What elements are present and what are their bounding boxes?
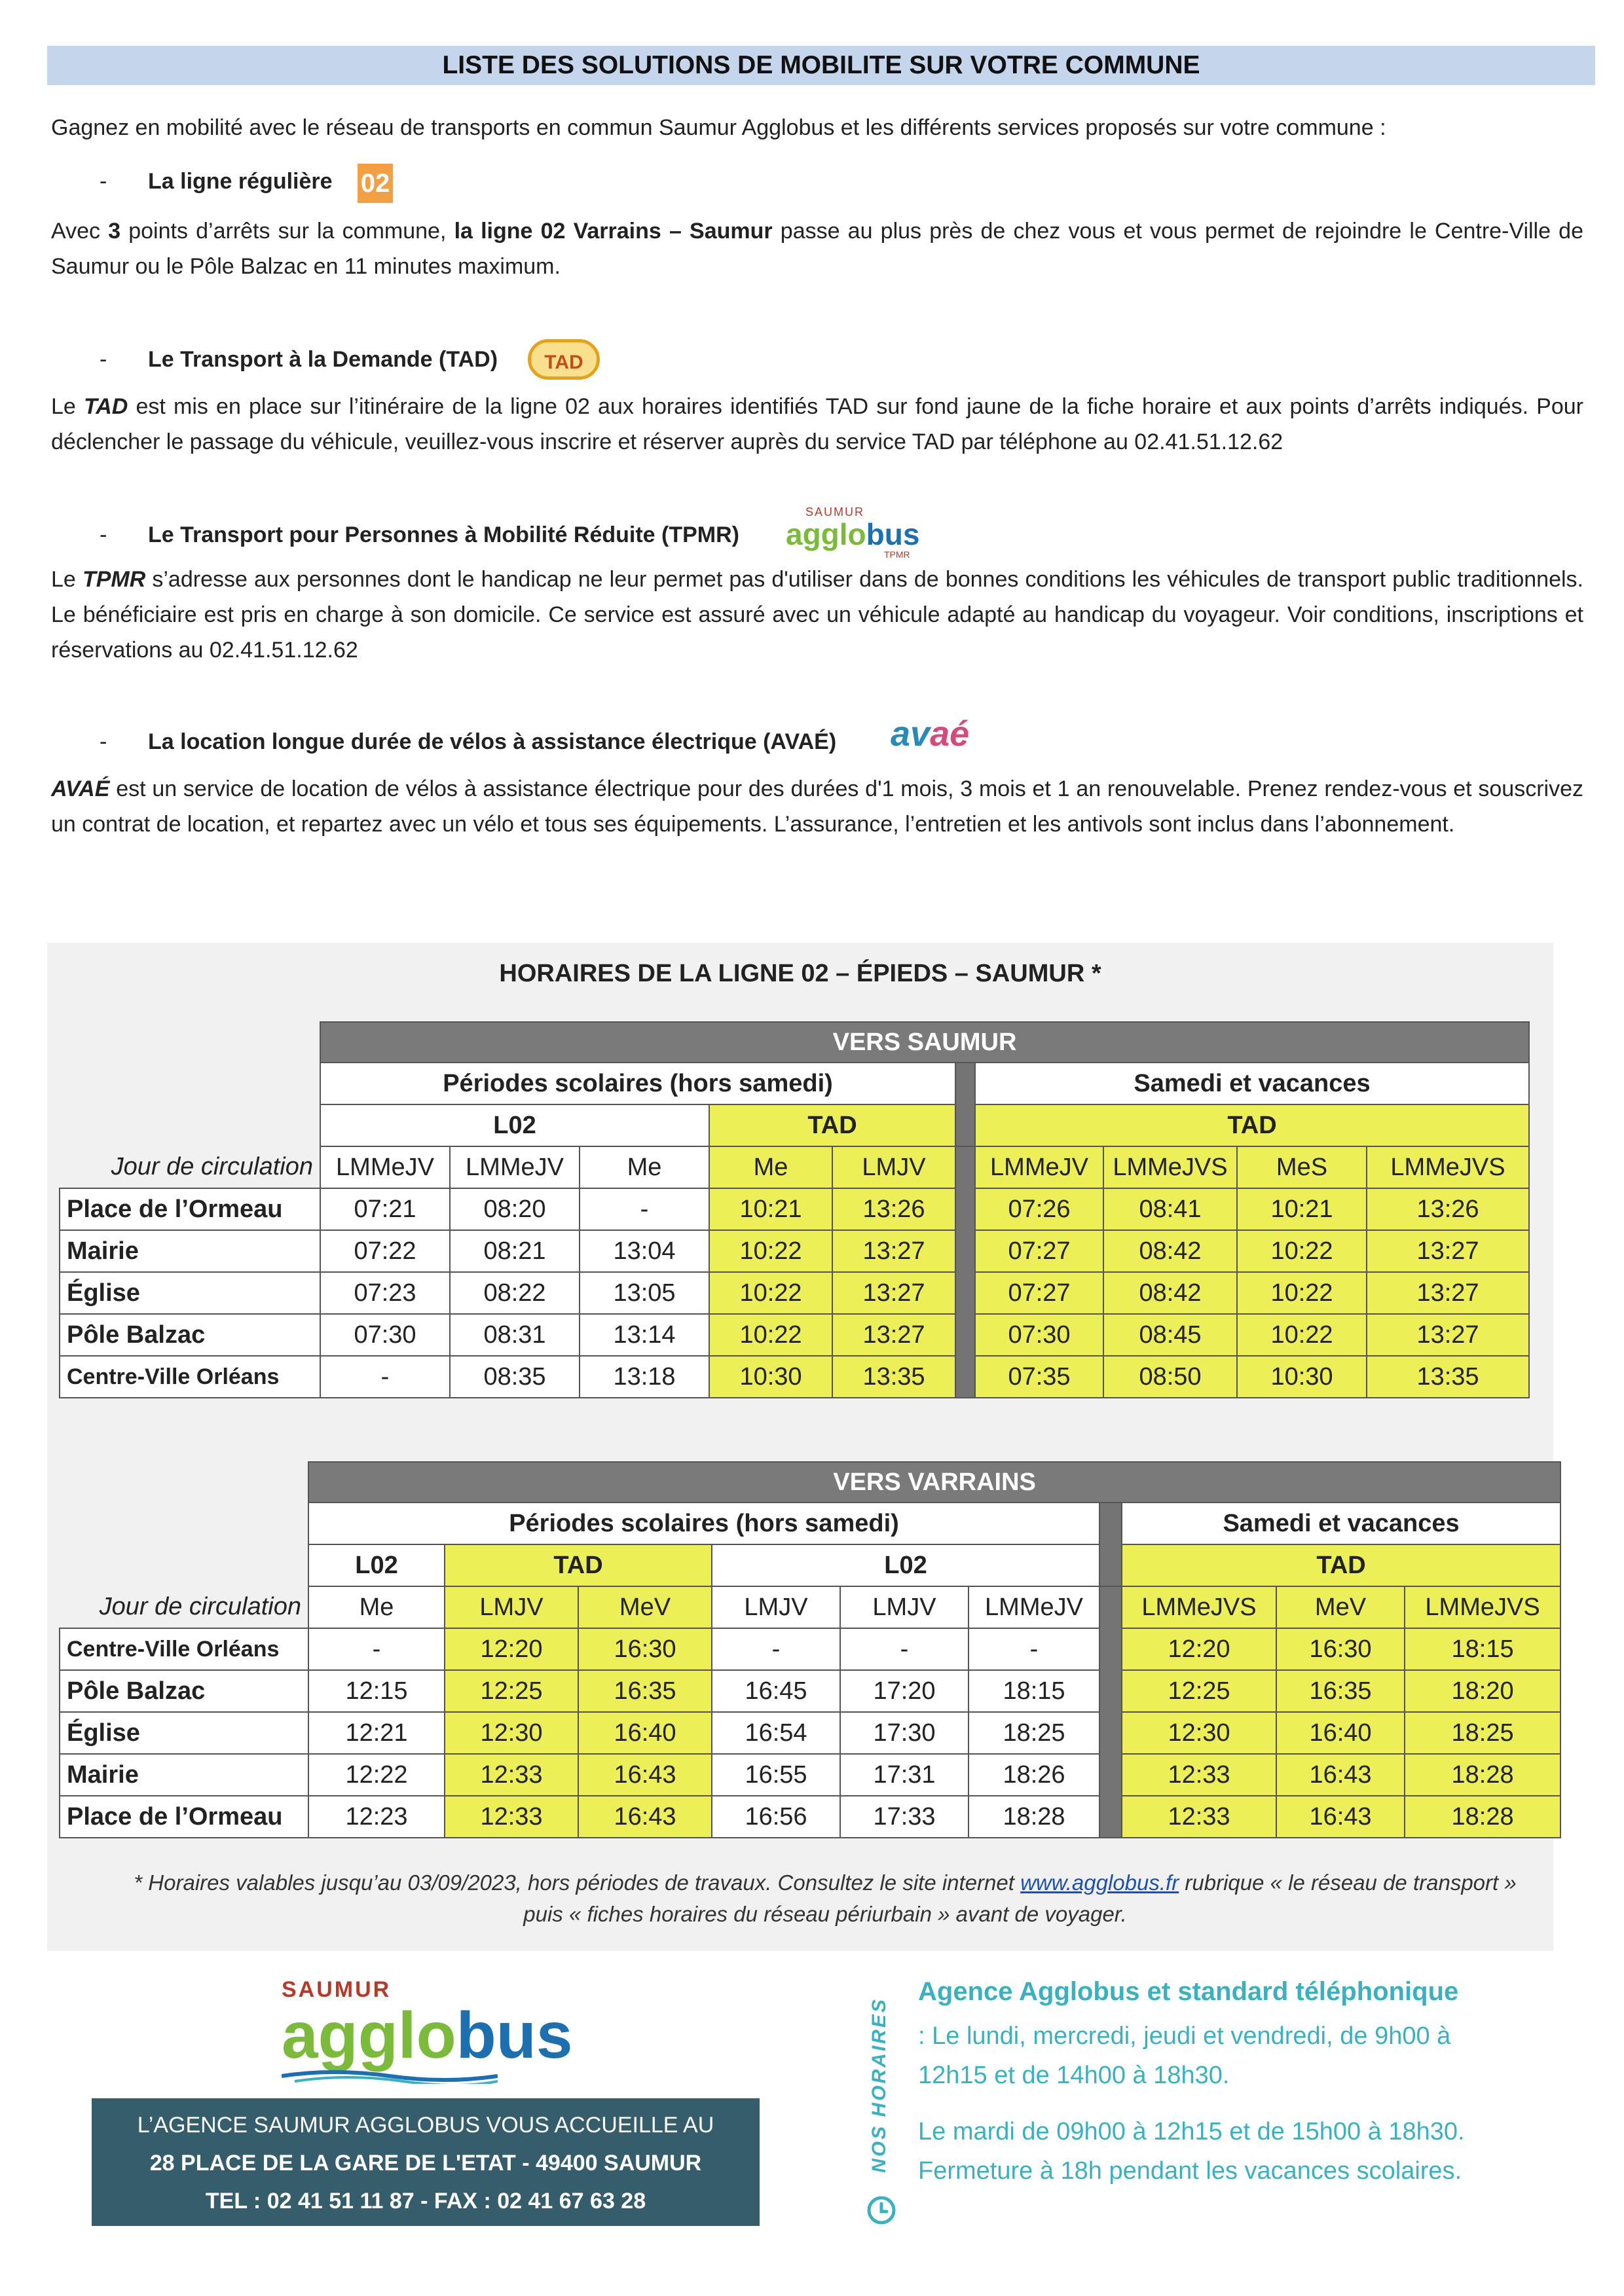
hours-side-label bbox=[863, 1990, 896, 2180]
agency-line: L’AGENCE SAUMUR AGGLOBUS VOUS ACCUEILLE AU bbox=[137, 2113, 714, 2138]
time-cell: 17:30 bbox=[840, 1712, 969, 1754]
time-cell: 10:22 bbox=[1237, 1230, 1367, 1272]
text-bold: TPMR bbox=[82, 567, 146, 592]
footnote-text: rubrique « le réseau de transport » puis « fiches horaires du réseau périurbain » avant de voyager. bbox=[523, 1870, 1517, 1926]
agency-address: 28 PLACE DE LA GARE DE L'ETAT - 49400 SAUMUR bbox=[149, 2151, 702, 2176]
hours-tuesday: Le mardi de 09h00 à 12h15 et de 15h00 à 18h30. Fermeture à 18h pendant les vacances scolaires. bbox=[918, 2118, 1465, 2185]
stop-name: Centre-Ville Orléans bbox=[60, 1628, 308, 1670]
logo-tpmr-text: TPMR bbox=[884, 549, 910, 560]
table-row bbox=[60, 1628, 1560, 1670]
separator bbox=[955, 1063, 975, 1146]
time-cell: 16:40 bbox=[1276, 1712, 1405, 1754]
time-cell: - bbox=[712, 1628, 840, 1670]
time-cell: 16:40 bbox=[578, 1712, 712, 1754]
time-cell: 07:27 bbox=[975, 1272, 1103, 1314]
day-cell: LMMeJV bbox=[969, 1586, 1099, 1628]
agglobus-tpmr-logo bbox=[786, 505, 956, 560]
clock-icon bbox=[866, 2195, 897, 2226]
section-title-avae: La location longue durée de vélos à assistance électrique (AVAÉ) bbox=[148, 729, 837, 754]
logo-wave-icon bbox=[282, 2068, 498, 2084]
group-tad-header: TAD bbox=[975, 1104, 1529, 1146]
jour-circulation-label: Jour de circulation bbox=[111, 1153, 313, 1180]
time-cell: 07:23 bbox=[320, 1272, 450, 1314]
time-cell: 12:30 bbox=[445, 1712, 578, 1754]
text: points d’arrêts sur la commune, bbox=[120, 219, 454, 244]
time-cell: 13:35 bbox=[832, 1356, 955, 1398]
agency-info-box bbox=[92, 2098, 760, 2226]
text: Avec bbox=[51, 219, 109, 244]
timetable-vers-saumur bbox=[59, 1021, 1530, 1398]
day-cell: MeV bbox=[1276, 1586, 1405, 1628]
time-cell: 10:22 bbox=[1237, 1314, 1367, 1356]
agglobus-logo bbox=[282, 1977, 596, 2087]
time-cell: 08:31 bbox=[450, 1314, 580, 1356]
day-cell: LMMeJVS bbox=[1405, 1586, 1560, 1628]
table-row bbox=[60, 1754, 1560, 1796]
time-cell: 16:43 bbox=[578, 1796, 712, 1838]
section-text-avae bbox=[51, 771, 1583, 842]
bullet-dash: - bbox=[100, 169, 107, 194]
time-cell: 17:31 bbox=[840, 1754, 969, 1796]
text-bold: la ligne 02 Varrains – Saumur bbox=[454, 219, 773, 244]
time-cell: 12:23 bbox=[308, 1796, 445, 1838]
time-cell: 16:43 bbox=[578, 1754, 712, 1796]
time-cell: 18:15 bbox=[1405, 1628, 1560, 1670]
stop-name: Église bbox=[60, 1272, 320, 1314]
time-cell: 10:22 bbox=[709, 1314, 832, 1356]
logo-agglobus-text bbox=[282, 1999, 596, 2072]
day-cell: LMJV bbox=[712, 1586, 840, 1628]
section-title-tad: Le Transport à la Demande (TAD) bbox=[148, 347, 498, 372]
agency-phone: TEL : 02 41 51 11 87 - FAX : 02 41 67 63 28 bbox=[205, 2189, 646, 2214]
table-row bbox=[60, 1356, 1529, 1398]
day-cell: MeS bbox=[1237, 1146, 1367, 1188]
period-school-header: Périodes scolaires (hors samedi) bbox=[320, 1063, 955, 1104]
time-cell: 13:05 bbox=[580, 1272, 709, 1314]
time-cell: - bbox=[969, 1628, 1099, 1670]
time-cell: 12:20 bbox=[445, 1628, 578, 1670]
text: Le bbox=[51, 567, 83, 592]
time-cell: - bbox=[320, 1356, 450, 1398]
time-cell: 08:41 bbox=[1103, 1188, 1237, 1230]
time-cell: 10:30 bbox=[709, 1356, 832, 1398]
group-l02-header: L02 bbox=[712, 1544, 1099, 1586]
day-cell: LMMeJV bbox=[320, 1146, 450, 1188]
time-cell: 17:33 bbox=[840, 1796, 969, 1838]
section-title-ligne: La ligne régulière bbox=[148, 169, 333, 194]
time-cell: 07:22 bbox=[320, 1230, 450, 1272]
logo-ae: aé bbox=[930, 714, 970, 754]
time-cell: 10:22 bbox=[709, 1230, 832, 1272]
stop-name: Centre-Ville Orléans bbox=[60, 1356, 320, 1398]
separator bbox=[955, 1146, 975, 1398]
time-cell: 12:25 bbox=[445, 1670, 578, 1712]
intro-text: Gagnez en mobilité avec le réseau de transports en commun Saumur Agglobus et les différents services proposés sur votre commune : bbox=[51, 115, 1386, 140]
stop-name: Pôle Balzac bbox=[60, 1314, 320, 1356]
text: s’adresse aux personnes dont le handicap ne leur permet pas d'utiliser dans de bonnes conditions les véhicules de transport public traditionnels. Le bénéficiaire est pris en charge à son domicile. Ce service est assuré avec un véhicule adapté au handicap du voyageur. Voir conditions, inscriptions et réservations au 02.41.51.12.62 bbox=[51, 567, 1584, 663]
text: Le bbox=[51, 394, 84, 419]
time-cell: 07:30 bbox=[975, 1314, 1103, 1356]
bullet-dash: - bbox=[100, 522, 107, 547]
time-cell: 08:35 bbox=[450, 1356, 580, 1398]
section-text-tad bbox=[51, 389, 1583, 460]
time-cell: 18:28 bbox=[1405, 1796, 1560, 1838]
time-cell: 12:33 bbox=[1122, 1754, 1276, 1796]
section-text-tpmr bbox=[51, 562, 1583, 668]
group-tad-header: TAD bbox=[445, 1544, 712, 1586]
group-l02-header: L02 bbox=[308, 1544, 445, 1586]
line-02-badge: 02 bbox=[358, 164, 393, 203]
time-cell: 08:45 bbox=[1103, 1314, 1237, 1356]
day-cell: LMMeJVS bbox=[1122, 1586, 1276, 1628]
bullet-dash: - bbox=[100, 729, 107, 754]
time-cell: 08:42 bbox=[1103, 1272, 1237, 1314]
time-cell: 16:45 bbox=[712, 1670, 840, 1712]
time-cell: 08:22 bbox=[450, 1272, 580, 1314]
time-cell: 13:27 bbox=[1367, 1272, 1529, 1314]
time-cell: 12:22 bbox=[308, 1754, 445, 1796]
time-cell: 17:20 bbox=[840, 1670, 969, 1712]
time-cell: 18:15 bbox=[969, 1670, 1099, 1712]
timetable-vers-varrains bbox=[59, 1461, 1561, 1838]
time-cell: 13:14 bbox=[580, 1314, 709, 1356]
day-cell: LMJV bbox=[445, 1586, 578, 1628]
logo-agglobus-text bbox=[786, 517, 919, 551]
table-row bbox=[60, 1188, 1529, 1230]
time-cell: 18:25 bbox=[969, 1712, 1099, 1754]
day-cell: LMMeJV bbox=[975, 1146, 1103, 1188]
group-l02-header: L02 bbox=[320, 1104, 709, 1146]
hours-weekday: : Le lundi, mercredi, jeudi et vendredi, de 9h00 à 12h15 et de 14h00 à 18h30. bbox=[918, 2022, 1451, 2089]
table-row bbox=[60, 1796, 1560, 1838]
time-cell: 13:04 bbox=[580, 1230, 709, 1272]
footnote-text: * Horaires valables jusqu’au 03/09/2023, hors périodes de travaux. Consultez le site internet bbox=[134, 1870, 1021, 1895]
agglobus-website-link[interactable]: www.agglobus.fr bbox=[1020, 1870, 1179, 1895]
period-saturday-header: Samedi et vacances bbox=[1122, 1503, 1560, 1544]
text: est mis en place sur l’itinéraire de la ligne 02 aux horaires identifiés TAD sur fond jaune de la fiche horaire et aux points d’arrêts indiqués. Pour déclencher le passage du véhicule, veuillez-vous inscrire et réserver auprès du service TAD par téléphone au 02.41.51.12.62 bbox=[51, 394, 1583, 454]
day-cell: LMMeJVS bbox=[1367, 1146, 1529, 1188]
time-cell: 16:56 bbox=[712, 1796, 840, 1838]
day-cell: Me bbox=[709, 1146, 832, 1188]
time-cell: 12:33 bbox=[445, 1754, 578, 1796]
time-cell: 07:35 bbox=[975, 1356, 1103, 1398]
time-cell: 13:27 bbox=[1367, 1230, 1529, 1272]
logo-bus: bus bbox=[866, 517, 920, 551]
time-cell: 18:28 bbox=[969, 1796, 1099, 1838]
stop-name: Mairie bbox=[60, 1754, 308, 1796]
time-cell: 08:20 bbox=[450, 1188, 580, 1230]
logo-agglo: agglo bbox=[282, 1999, 456, 2072]
table-row bbox=[60, 1272, 1529, 1314]
time-cell: 12:30 bbox=[1122, 1712, 1276, 1754]
logo-bus: bus bbox=[456, 1999, 573, 2072]
time-cell: 16:55 bbox=[712, 1754, 840, 1796]
logo-av: av bbox=[891, 714, 931, 754]
text-bold: 3 bbox=[108, 219, 121, 244]
day-cell: MeV bbox=[578, 1586, 712, 1628]
time-cell: 13:18 bbox=[580, 1356, 709, 1398]
direction-header: VERS VARRAINS bbox=[308, 1462, 1560, 1503]
time-cell: 12:25 bbox=[1122, 1670, 1276, 1712]
table-row bbox=[60, 1670, 1560, 1712]
page-title-bar bbox=[47, 46, 1595, 85]
stop-name: Place de l’Ormeau bbox=[60, 1796, 308, 1838]
time-cell: 16:30 bbox=[578, 1628, 712, 1670]
time-cell: 10:21 bbox=[709, 1188, 832, 1230]
time-cell: 13:35 bbox=[1367, 1356, 1529, 1398]
side-label-text: NOS HORAIRES bbox=[868, 1997, 890, 2173]
group-tad-header: TAD bbox=[1122, 1544, 1560, 1586]
day-cell: Me bbox=[580, 1146, 709, 1188]
day-cell: LMMeJV bbox=[450, 1146, 580, 1188]
time-cell: 08:50 bbox=[1103, 1356, 1237, 1398]
group-tad-header: TAD bbox=[709, 1104, 955, 1146]
time-cell: 16:35 bbox=[578, 1670, 712, 1712]
time-cell: 12:21 bbox=[308, 1712, 445, 1754]
time-cell: 18:25 bbox=[1405, 1712, 1560, 1754]
timetable-title: HORAIRES DE LA LIGNE 02 – ÉPIEDS – SAUMUR * bbox=[499, 960, 1101, 987]
text: passe au plus près de chez vous et vous permet de rejoindre le Centre-Ville de Saumur ou le Pôle Balzac en 11 minutes maximum. bbox=[51, 219, 1584, 279]
tad-logo: TAD bbox=[528, 339, 600, 380]
time-cell: 10:22 bbox=[1237, 1272, 1367, 1314]
time-cell: 07:26 bbox=[975, 1188, 1103, 1230]
time-cell: 16:54 bbox=[712, 1712, 840, 1754]
text: est un service de location de vélos à assistance électrique pour des durées d'1 mois, 3 mois et 1 an renouvelable. Prenez rendez-vous et souscrivez un contrat de location, et repartez avec un vélo et tous ses équipements. L’assurance, l’entretien et les antivols sont inclus dans l’abonnement. bbox=[51, 776, 1583, 837]
time-cell: 18:26 bbox=[969, 1754, 1099, 1796]
time-cell: 13:27 bbox=[1367, 1314, 1529, 1356]
time-cell: 10:22 bbox=[709, 1272, 832, 1314]
text-bold: TAD bbox=[83, 394, 128, 419]
time-cell: 08:42 bbox=[1103, 1230, 1237, 1272]
stop-name: Église bbox=[60, 1712, 308, 1754]
time-cell: 18:20 bbox=[1405, 1670, 1560, 1712]
stop-name: Pôle Balzac bbox=[60, 1670, 308, 1712]
time-cell: 13:26 bbox=[832, 1188, 955, 1230]
stop-name: Mairie bbox=[60, 1230, 320, 1272]
time-cell: 10:30 bbox=[1237, 1356, 1367, 1398]
time-cell: 12:33 bbox=[1122, 1796, 1276, 1838]
time-cell: 08:21 bbox=[450, 1230, 580, 1272]
time-cell: 07:30 bbox=[320, 1314, 450, 1356]
time-cell: 12:15 bbox=[308, 1670, 445, 1712]
logo-agglo: agglo bbox=[786, 517, 866, 551]
time-cell: 12:20 bbox=[1122, 1628, 1276, 1670]
table-row bbox=[60, 1712, 1560, 1754]
time-cell: 16:30 bbox=[1276, 1628, 1405, 1670]
table-row bbox=[60, 1230, 1529, 1272]
avae-logo bbox=[891, 714, 969, 754]
separator bbox=[1099, 1503, 1122, 1586]
period-school-header: Périodes scolaires (hors samedi) bbox=[308, 1503, 1099, 1544]
time-cell: 18:28 bbox=[1405, 1754, 1560, 1796]
logo-saumur-text: SAUMUR bbox=[282, 1977, 392, 2002]
section-title-tpmr: Le Transport pour Personnes à Mobilité Réduite (TPMR) bbox=[148, 522, 739, 547]
section-text-ligne bbox=[51, 213, 1583, 284]
hours-title: Agence Agglobus et standard téléphonique bbox=[918, 1977, 1459, 2006]
day-cell: Me bbox=[308, 1586, 445, 1628]
page-title: LISTE DES SOLUTIONS DE MOBILITE SUR VOTRE COMMUNE bbox=[442, 51, 1200, 79]
time-cell: - bbox=[580, 1188, 709, 1230]
time-cell: 16:35 bbox=[1276, 1670, 1405, 1712]
jour-circulation-label: Jour de circulation bbox=[99, 1593, 301, 1620]
time-cell: 13:27 bbox=[832, 1314, 955, 1356]
text-bold: AVAÉ bbox=[51, 776, 110, 801]
logo-saumur-text: SAUMUR bbox=[805, 505, 865, 519]
time-cell: 12:33 bbox=[445, 1796, 578, 1838]
time-cell: 16:43 bbox=[1276, 1796, 1405, 1838]
stop-name: Place de l’Ormeau bbox=[60, 1188, 320, 1230]
time-cell: 16:43 bbox=[1276, 1754, 1405, 1796]
separator bbox=[1099, 1586, 1122, 1838]
day-cell: LMJV bbox=[832, 1146, 955, 1188]
time-cell: 13:26 bbox=[1367, 1188, 1529, 1230]
time-cell: 07:21 bbox=[320, 1188, 450, 1230]
time-cell: 13:27 bbox=[832, 1230, 955, 1272]
table-row bbox=[60, 1314, 1529, 1356]
day-cell: LMMeJVS bbox=[1103, 1146, 1237, 1188]
time-cell: 07:27 bbox=[975, 1230, 1103, 1272]
time-cell: - bbox=[840, 1628, 969, 1670]
direction-header: VERS SAUMUR bbox=[320, 1022, 1529, 1063]
footnote bbox=[111, 1867, 1539, 1930]
period-saturday-header: Samedi et vacances bbox=[975, 1063, 1529, 1104]
day-cell: LMJV bbox=[840, 1586, 969, 1628]
time-cell: 10:21 bbox=[1237, 1188, 1367, 1230]
bullet-dash: - bbox=[100, 347, 107, 372]
time-cell: 13:27 bbox=[832, 1272, 955, 1314]
time-cell: - bbox=[308, 1628, 445, 1670]
